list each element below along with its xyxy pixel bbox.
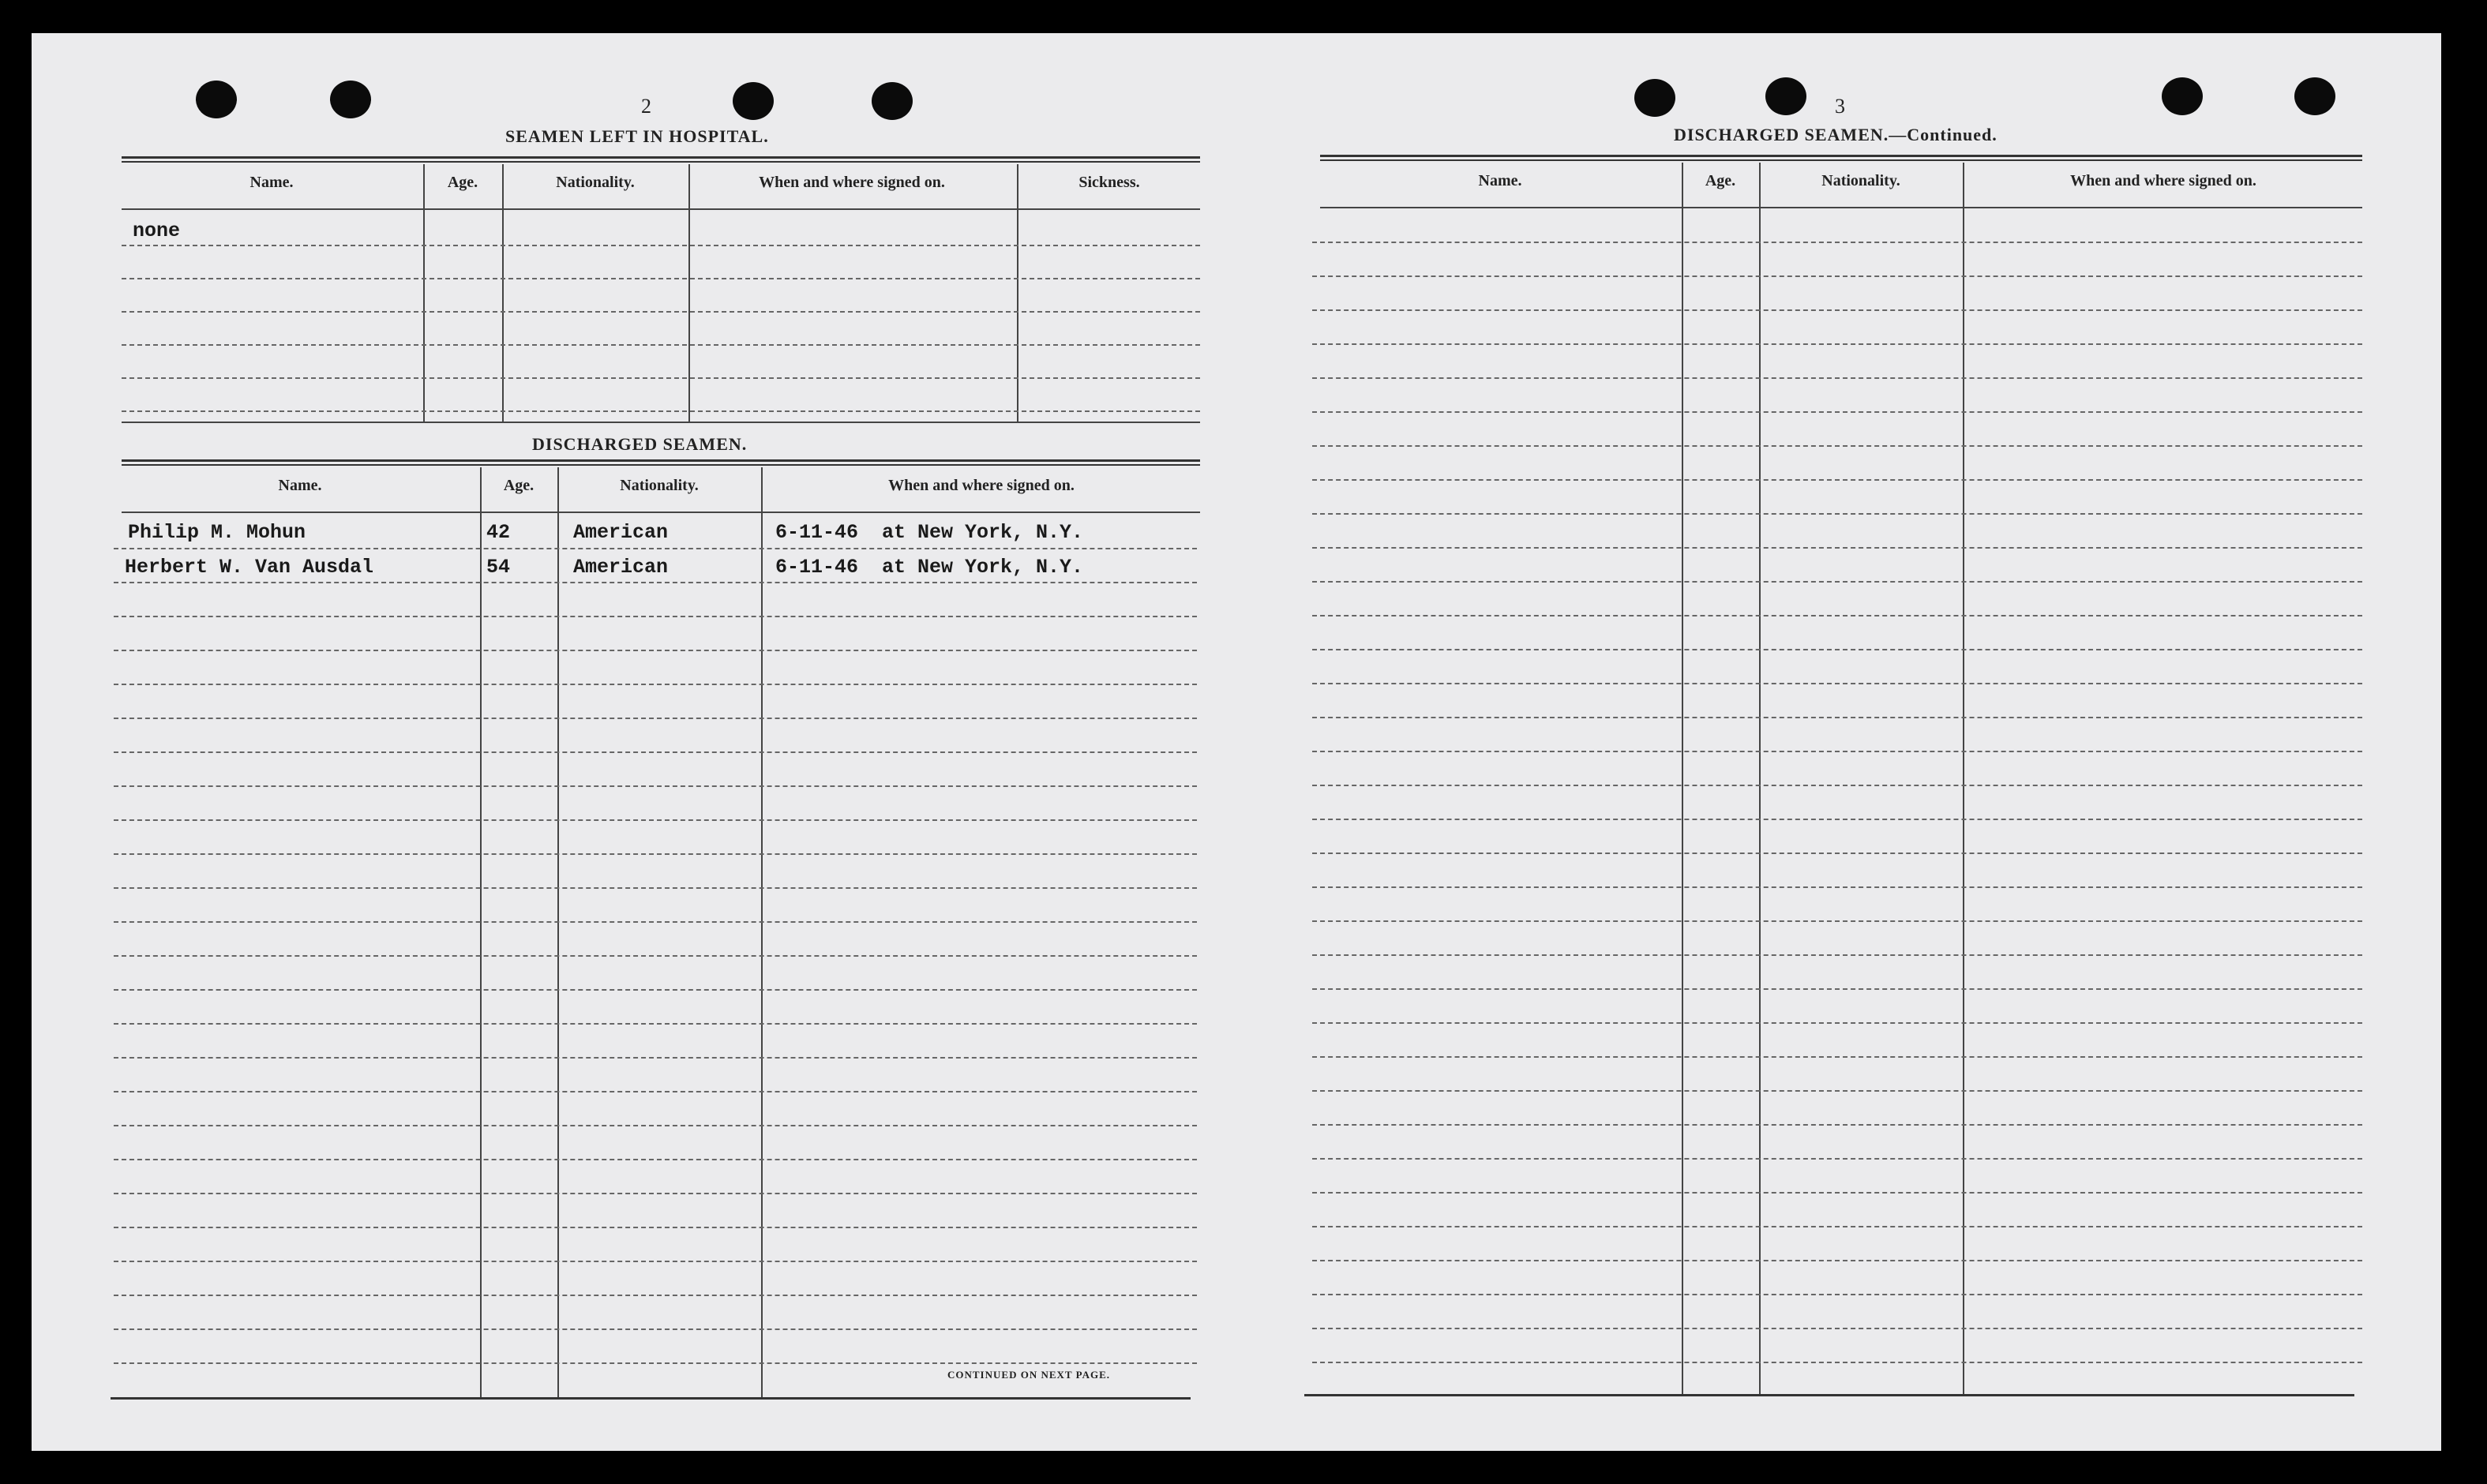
hospital-divider bbox=[423, 164, 425, 422]
ruled-line bbox=[1312, 479, 2362, 481]
ruled-line bbox=[1312, 275, 2362, 277]
ruled-line bbox=[114, 955, 1197, 957]
ruled-line bbox=[122, 410, 1200, 412]
ruled-line bbox=[114, 1261, 1197, 1262]
ruled-line bbox=[1312, 1090, 2362, 1092]
right-page bbox=[1216, 33, 2441, 1451]
ruled-line bbox=[1312, 581, 2362, 583]
continued-divider bbox=[1963, 163, 1964, 1394]
left-page bbox=[32, 33, 1216, 1451]
ruled-line bbox=[1312, 920, 2362, 922]
ruled-line bbox=[114, 1295, 1197, 1296]
ruled-line bbox=[114, 1125, 1197, 1126]
page-number: 2 bbox=[641, 95, 651, 118]
discharged-row-age: 54 bbox=[486, 556, 511, 579]
ruled-line bbox=[1312, 988, 2362, 990]
ruled-line bbox=[114, 751, 1197, 753]
ruled-line bbox=[114, 684, 1197, 685]
discharged-col-nationality: Nationality. bbox=[620, 477, 699, 494]
hospital-top-rule bbox=[122, 156, 1200, 163]
ruled-line bbox=[122, 344, 1200, 346]
discharged-top-rule bbox=[122, 459, 1200, 466]
ruled-line bbox=[1312, 343, 2362, 345]
ruled-line bbox=[114, 887, 1197, 889]
hospital-row-name: none bbox=[133, 219, 181, 242]
ruled-line bbox=[1312, 1226, 2362, 1227]
ruled-line bbox=[114, 718, 1197, 719]
ruled-line bbox=[1312, 1328, 2362, 1329]
discharged-continued-title: DISCHARGED SEAMEN.—Continued. bbox=[1674, 125, 1997, 144]
discharged-header-rule bbox=[122, 512, 1200, 513]
ruled-line bbox=[1312, 954, 2362, 956]
ruled-line bbox=[1312, 547, 2362, 549]
ruled-line bbox=[114, 1328, 1197, 1330]
ruled-line bbox=[1312, 309, 2362, 311]
hospital-bottom-rule bbox=[122, 422, 1200, 423]
continued-col-age: Age. bbox=[1705, 172, 1736, 189]
ruled-line bbox=[1312, 819, 2362, 820]
ruled-line bbox=[122, 245, 1200, 246]
continued-divider bbox=[1759, 163, 1761, 1394]
ruled-line bbox=[114, 921, 1197, 923]
ruled-line bbox=[114, 853, 1197, 855]
discharged-row-age: 42 bbox=[486, 521, 511, 544]
ruled-line bbox=[1312, 1158, 2362, 1160]
ruled-line bbox=[114, 1023, 1197, 1025]
hospital-divider bbox=[688, 164, 690, 422]
ruled-line bbox=[114, 1362, 1197, 1364]
ruled-line bbox=[114, 582, 1197, 583]
ruled-line bbox=[1312, 683, 2362, 684]
discharged-title: DISCHARGED SEAMEN. bbox=[532, 434, 748, 454]
discharged-bottom-rule bbox=[111, 1397, 1191, 1400]
ruled-line bbox=[1312, 242, 2362, 243]
ruled-line bbox=[1312, 1056, 2362, 1058]
discharged-row-name: Philip M. Mohun bbox=[128, 521, 306, 544]
ruled-line bbox=[114, 548, 1197, 549]
discharged-col-name: Name. bbox=[278, 477, 322, 494]
hospital-col-sickness: Sickness. bbox=[1078, 174, 1140, 191]
ruled-line bbox=[1312, 1260, 2362, 1261]
ruled-line bbox=[1312, 717, 2362, 718]
hospital-divider bbox=[502, 164, 504, 422]
continued-col-nationality: Nationality. bbox=[1821, 172, 1900, 189]
ruled-line bbox=[114, 819, 1197, 821]
ruled-line bbox=[1312, 886, 2362, 888]
hospital-divider bbox=[1017, 164, 1018, 422]
hospital-col-nationality: Nationality. bbox=[556, 174, 635, 191]
ruled-line bbox=[1312, 1022, 2362, 1024]
ruled-line bbox=[114, 785, 1197, 787]
ruled-line bbox=[114, 616, 1197, 617]
continued-col-signed-on: When and where signed on. bbox=[2070, 172, 2256, 189]
ruled-line bbox=[114, 1091, 1197, 1092]
discharged-col-age: Age. bbox=[503, 477, 535, 494]
ruled-line bbox=[1312, 1362, 2362, 1363]
ruled-line bbox=[1312, 513, 2362, 515]
discharged-row-nationality: American bbox=[573, 521, 669, 544]
discharged-divider bbox=[761, 467, 763, 1397]
ruled-line bbox=[1312, 445, 2362, 447]
discharged-col-signed-on: When and where signed on. bbox=[888, 477, 1075, 494]
ruled-line bbox=[114, 1227, 1197, 1228]
ruled-line bbox=[114, 1193, 1197, 1194]
ruled-line bbox=[1312, 615, 2362, 616]
hospital-col-name: Name. bbox=[249, 174, 294, 191]
continued-top-rule bbox=[1320, 155, 2362, 161]
ruled-line bbox=[1312, 751, 2362, 752]
ruled-line bbox=[114, 989, 1197, 991]
discharged-row-name: Herbert W. Van Ausdal bbox=[125, 556, 374, 579]
continued-footer: CONTINUED ON NEXT PAGE. bbox=[947, 1369, 1110, 1381]
ruled-line bbox=[122, 311, 1200, 313]
ruled-line bbox=[114, 1159, 1197, 1160]
hospital-header-rule bbox=[122, 208, 1200, 210]
continued-header-rule bbox=[1320, 207, 2362, 208]
discharged-row-nationality: American bbox=[573, 556, 669, 579]
ruled-line bbox=[1312, 785, 2362, 786]
ruled-line bbox=[114, 650, 1197, 651]
discharged-row-signed-on: 6-11-46 at New York, N.Y. bbox=[775, 556, 1084, 579]
ruled-line bbox=[1312, 411, 2362, 413]
ruled-line bbox=[122, 278, 1200, 279]
ruled-line bbox=[1312, 377, 2362, 379]
ruled-line bbox=[114, 1057, 1197, 1059]
discharged-divider bbox=[480, 467, 482, 1397]
continued-divider bbox=[1682, 163, 1683, 1394]
ruled-line bbox=[1312, 1294, 2362, 1295]
hospital-col-signed-on: When and where signed on. bbox=[759, 174, 945, 191]
discharged-row-signed-on: 6-11-46 at New York, N.Y. bbox=[775, 521, 1084, 544]
ruled-line bbox=[122, 377, 1200, 379]
discharged-divider bbox=[557, 467, 559, 1397]
ruled-line bbox=[1312, 1124, 2362, 1126]
ruled-line bbox=[1312, 649, 2362, 650]
document-sheet bbox=[32, 33, 2441, 1451]
ruled-line bbox=[1312, 853, 2362, 854]
continued-col-name: Name. bbox=[1478, 172, 1522, 189]
page-number: 3 bbox=[1835, 95, 1845, 118]
continued-bottom-rule bbox=[1304, 1394, 2354, 1396]
hospital-title: SEAMEN LEFT IN HOSPITAL. bbox=[505, 126, 769, 146]
ruled-line bbox=[1312, 1192, 2362, 1194]
hospital-col-age: Age. bbox=[447, 174, 478, 191]
